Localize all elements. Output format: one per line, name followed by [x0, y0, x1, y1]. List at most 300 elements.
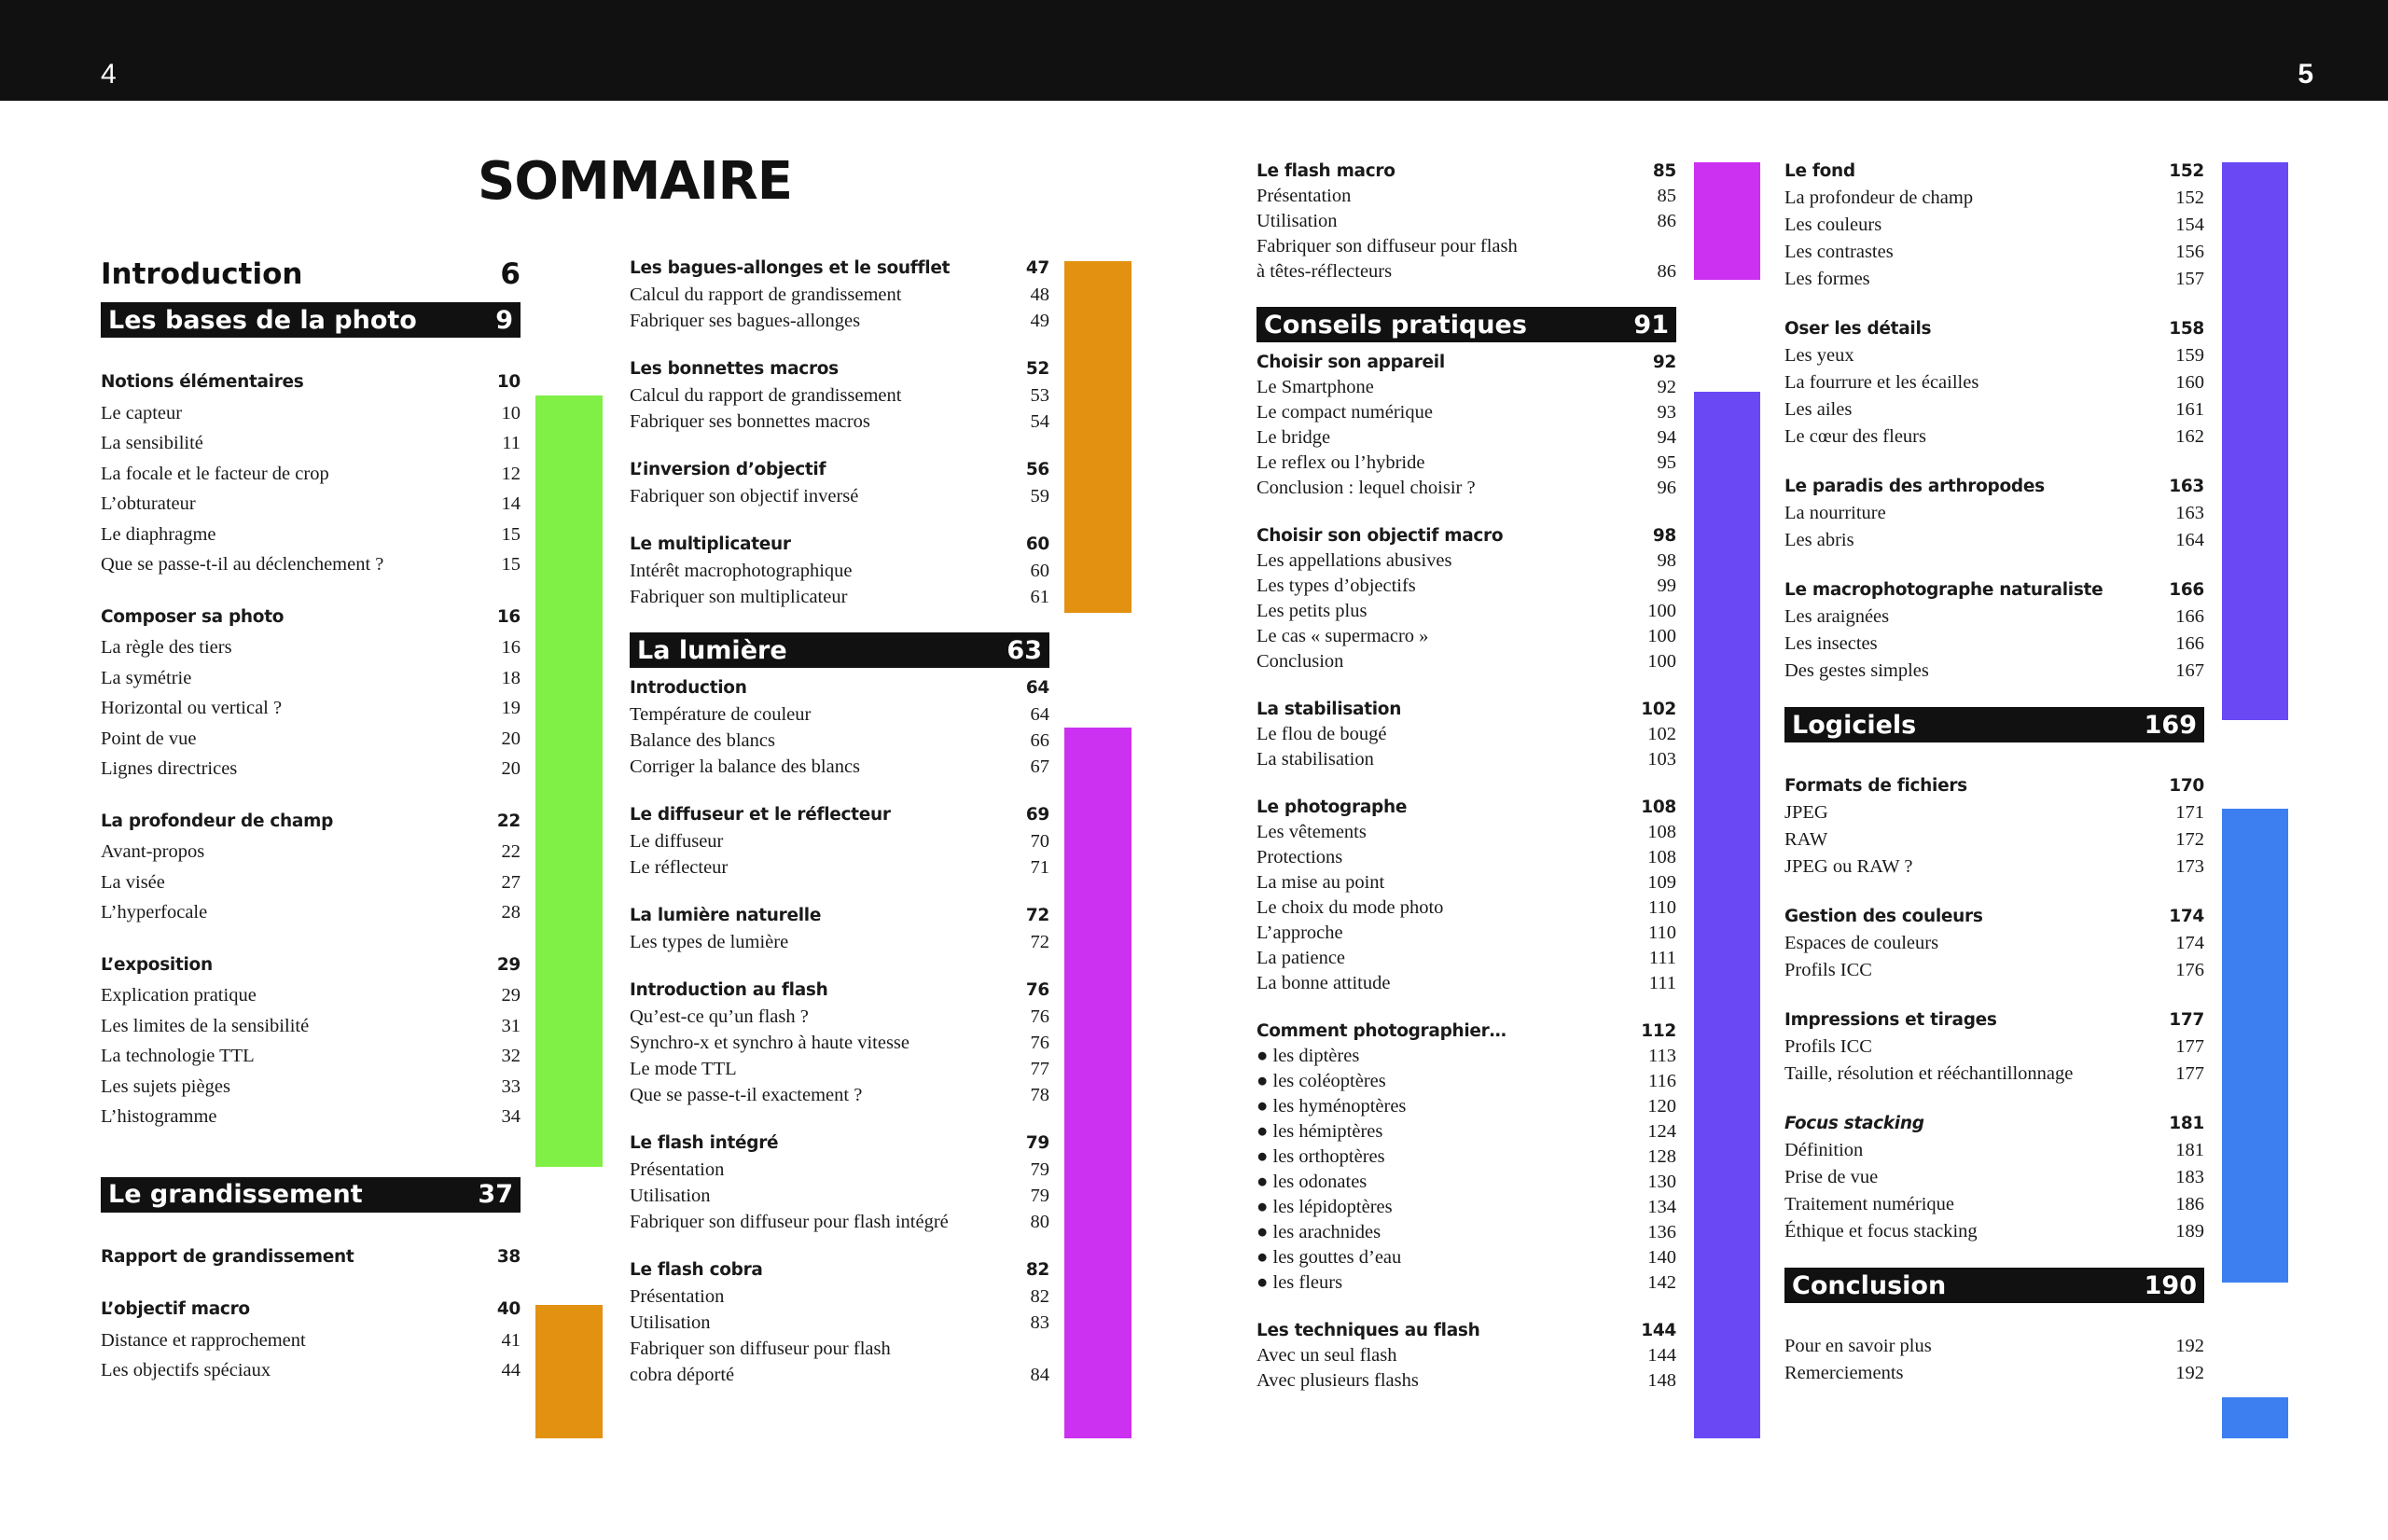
entry-label: Lignes directrices	[101, 758, 238, 779]
entry-label: Les objectifs spéciaux	[101, 1360, 271, 1380]
entry-page-number: 76	[1030, 1006, 1049, 1027]
entry-label: Le Smartphone	[1256, 377, 1374, 397]
spacer	[1256, 1296, 1676, 1318]
entry-label: Notions élémentaires	[101, 372, 304, 392]
entry-page-number: 189	[2175, 1221, 2204, 1242]
entry-page-number: 124	[1647, 1121, 1676, 1142]
toc-entry-horizontal-ou-vertical	[101, 693, 521, 724]
entry-page-number: 16	[496, 606, 521, 627]
toc-entry-traitement-numerique	[1784, 1191, 2204, 1218]
spacer	[630, 1108, 1049, 1131]
spacer	[1256, 674, 1676, 697]
entry-page-number: 161	[2175, 399, 2204, 420]
entry-label: Les ailes	[1784, 399, 1853, 420]
entry-label: La fourrure et les écailles	[1784, 372, 1979, 393]
toc-entry-la-stabilisation	[1256, 747, 1676, 772]
toc-column-1	[101, 252, 521, 1386]
entry-label: Le photographe	[1256, 798, 1408, 817]
entry-page-number: 18	[501, 667, 521, 688]
color-tab-logiciels	[2222, 809, 2288, 1283]
toc-entry-les-formes	[1784, 266, 2204, 293]
entry-label: L’approche	[1256, 923, 1343, 943]
color-tab-conseils-pratiques	[1694, 392, 1760, 1438]
entry-page-number: 38	[496, 1246, 521, 1267]
toc-entry-les-araignees	[1784, 604, 2204, 631]
entry-page-number: 82	[1030, 1286, 1049, 1307]
entry-label: Calcul du rapport de grandissement	[630, 385, 902, 406]
toc-entry-le-c-ur-des-fleurs	[1784, 423, 2204, 451]
entry-page-number: 108	[1647, 847, 1676, 867]
entry-label: Température de couleur	[630, 704, 812, 725]
toc-entry-interet-macrophotographique	[630, 558, 1049, 584]
section-heading-l-inversion-d-objectif	[630, 457, 1049, 483]
spacer	[1784, 451, 2204, 473]
section-heading-le-flash-macro	[1256, 159, 1676, 184]
entry-label: ● les odonates	[1256, 1172, 1368, 1192]
entry-page-number: 61	[1030, 587, 1049, 607]
section-heading-le-photographe	[1256, 795, 1676, 820]
entry-page-number: 144	[1641, 1321, 1676, 1340]
spacer	[630, 610, 1049, 632]
entry-page-number: 91	[1633, 310, 1669, 340]
entry-label: Conclusion : lequel choisir ?	[1256, 478, 1476, 498]
entry-label: ● les gouttes d’eau	[1256, 1247, 1402, 1268]
entry-label: Le diffuseur et le réflecteur	[630, 805, 891, 825]
entry-page-number: 31	[501, 1015, 521, 1036]
toc-entry-que-se-passe-t-il-exactement	[630, 1082, 1049, 1108]
toc-entry-synchro-x-et-synchro-a-haute-vitesse	[630, 1030, 1049, 1056]
entry-page-number: 130	[1647, 1172, 1676, 1192]
entry-page-number: 110	[1648, 923, 1676, 943]
entry-label: Composer sa photo	[101, 606, 285, 627]
entry-label: La profondeur de champ	[101, 811, 334, 831]
entry-page-number: 98	[1652, 526, 1676, 546]
entry-label: Fabriquer son objectif inversé	[630, 486, 859, 506]
entry-label: Les techniques au flash	[1256, 1321, 1480, 1340]
entry-page-number: 48	[1030, 284, 1049, 305]
entry-label: Oser les détails	[1784, 319, 1932, 339]
toc-entry-les-couleurs	[1784, 212, 2204, 239]
entry-page-number: 84	[1030, 1365, 1049, 1385]
color-tab-lumiere-cont	[1694, 162, 1760, 280]
entry-label: Le cas « supermacro »	[1256, 626, 1429, 646]
entry-page-number: 177	[2175, 1036, 2204, 1057]
toc-entry-les-hymenopteres	[1256, 1094, 1676, 1119]
toc-entry-l-approche	[1256, 921, 1676, 946]
entry-label: Fabriquer son diffuseur pour flash	[1256, 236, 1518, 257]
entry-label: Le cœur des fleurs	[1784, 426, 1926, 447]
entry-page-number: 59	[1030, 486, 1049, 506]
entry-label: Les couleurs	[1784, 215, 1882, 235]
spacer	[1784, 685, 2204, 707]
entry-label: Les appellations abusives	[1256, 550, 1452, 571]
entry-page-number: 103	[1647, 749, 1676, 770]
entry-page-number: 163	[2169, 477, 2204, 496]
entry-page-number: 128	[1647, 1146, 1676, 1167]
entry-label: Taille, résolution et rééchantillonnage	[1784, 1063, 2074, 1084]
entry-label: ● les coléoptères	[1256, 1071, 1386, 1091]
entry-page-number: 64	[1025, 678, 1049, 698]
entry-label: La stabilisation	[1256, 749, 1374, 770]
entry-page-number: 140	[1647, 1247, 1676, 1268]
entry-label: Présentation	[630, 1159, 725, 1180]
toc-entry-lignes-directrices	[101, 754, 521, 784]
toc-entry-le-diffuseur	[630, 828, 1049, 854]
entry-label: Fabriquer son multiplicateur	[630, 587, 848, 607]
entry-label: Les bagues-allonges et le soufflet	[630, 258, 951, 278]
toc-entry-le-mode-ttl	[630, 1056, 1049, 1082]
section-heading-focus-stacking	[1784, 1110, 2204, 1137]
entry-page-number: 100	[1647, 626, 1676, 646]
toc-entry-pour-en-savoir-plus	[1784, 1333, 2204, 1360]
entry-page-number: 79	[1030, 1186, 1049, 1206]
entry-label: Choisir son objectif macro	[1256, 526, 1504, 546]
entry-page-number: 60	[1025, 534, 1049, 554]
entry-label: ● les orthoptères	[1256, 1146, 1385, 1167]
entry-label: L’hyperfocale	[101, 902, 208, 923]
toc-entry-temperature-de-couleur	[630, 701, 1049, 728]
spacer	[1784, 1245, 2204, 1268]
entry-label: Que se passe-t-il au déclenchement ?	[101, 554, 384, 575]
entry-label: ● les arachnides	[1256, 1222, 1381, 1242]
entry-label: Utilisation	[630, 1312, 711, 1333]
section-heading-le-flash-cobra	[630, 1257, 1049, 1283]
toc-entry-les-types-de-lumiere	[630, 929, 1049, 955]
toc-entry-le-smartphone	[1256, 375, 1676, 400]
entry-label: Choisir son appareil	[1256, 353, 1445, 372]
entry-page-number: 79	[1025, 1133, 1049, 1153]
entry-label: L’obturateur	[101, 493, 196, 514]
right-page-number: 5	[2298, 59, 2313, 90]
toc-entry-fabriquer-son-objectif-inverse	[630, 483, 1049, 509]
entry-page-number: 167	[2175, 660, 2204, 681]
entry-label: Les types de lumière	[630, 932, 789, 952]
entry-label: Point de vue	[101, 728, 197, 749]
entry-label: Explication pratique	[101, 985, 257, 1006]
toc-entry-definition	[1784, 1137, 2204, 1164]
entry-page-number: 22	[501, 841, 521, 862]
entry-label: Synchro-x et synchro à haute vitesse	[630, 1033, 910, 1053]
entry-page-number: 174	[2169, 907, 2204, 926]
toc-entry-les-petits-plus	[1256, 599, 1676, 624]
toc-entry-les-ailes	[1784, 396, 2204, 423]
entry-page-number: 169	[2144, 710, 2197, 740]
entry-label: Le choix du mode photo	[1256, 897, 1444, 918]
section-heading-composer-sa-photo	[101, 603, 521, 633]
entry-page-number: 98	[1657, 550, 1676, 571]
color-tab-conclusion	[2222, 1397, 2288, 1438]
section-heading-la-profondeur-de-champ	[101, 807, 521, 838]
page-title: SOMMAIRE	[478, 151, 792, 212]
entry-label: Définition	[1784, 1140, 1864, 1160]
toc-entry-avec-plusieurs-flashs	[1256, 1368, 1676, 1394]
toc-entry-l-obturateur	[101, 489, 521, 520]
toc-entry-les-dipteres	[1256, 1044, 1676, 1069]
entry-page-number: 102	[1647, 724, 1676, 744]
entry-label: Les vêtements	[1256, 822, 1367, 842]
top-band	[0, 0, 2388, 101]
entry-page-number: 170	[2169, 776, 2204, 796]
toc-entry-fabriquer-son-diffuseur-pour-flash-integre	[630, 1209, 1049, 1235]
entry-label: La nourriture	[1784, 503, 1886, 523]
entry-label: Focus stacking	[1784, 1114, 1924, 1133]
entry-page-number: 96	[1657, 478, 1676, 498]
entry-page-number: 47	[1025, 258, 1049, 278]
entry-page-number: 100	[1647, 651, 1676, 672]
entry-page-number: 78	[1030, 1085, 1049, 1105]
entry-label: Le capteur	[101, 402, 183, 423]
entry-page-number: 100	[1647, 601, 1676, 621]
entry-page-number: 77	[1030, 1059, 1049, 1079]
toc-entry-la-nourriture	[1784, 500, 2204, 527]
section-heading-le-paradis-des-arthropodes	[1784, 473, 2204, 500]
spacer	[1256, 996, 1676, 1019]
entry-page-number: 177	[2175, 1063, 2204, 1084]
toc-entry-des-gestes-simples	[1784, 658, 2204, 685]
entry-page-number: 94	[1657, 427, 1676, 448]
entry-label: Fabriquer son diffuseur pour flash	[630, 1339, 891, 1359]
toc-entry-avant-propos	[101, 837, 521, 867]
spacer	[1784, 554, 2204, 576]
section-heading-oser-les-details	[1784, 315, 2204, 342]
entry-page-number: 76	[1025, 980, 1049, 1000]
entry-page-number: 28	[501, 902, 521, 923]
entry-label: Les araignées	[1784, 606, 1890, 627]
toc-entry-la-technologie-ttl	[101, 1041, 521, 1072]
section-heading-la-lumiere-naturelle	[630, 903, 1049, 929]
section-heading-formats-de-fichiers	[1784, 772, 2204, 799]
toc-entry-fabriquer-son-diffuseur-pour-flash	[630, 1336, 1049, 1362]
entry-label: Le paradis des arthropodes	[1784, 477, 2045, 496]
entry-page-number: 67	[1030, 756, 1049, 777]
toc-entry-la-focale-et-le-facteur-de-crop	[101, 459, 521, 490]
entry-page-number: 44	[501, 1360, 521, 1380]
section-heading-notions-elementaires	[101, 368, 521, 398]
toc-entry-fabriquer-ses-bagues-allonges	[630, 308, 1049, 334]
entry-label: Distance et rapprochement	[101, 1329, 306, 1351]
toc-entry-la-symetrie	[101, 663, 521, 694]
entry-label: Balance des blancs	[630, 730, 775, 751]
entry-label: Gestion des couleurs	[1784, 907, 1983, 926]
spacer	[101, 928, 521, 950]
entry-page-number: 37	[478, 1180, 513, 1209]
section-heading-les-bagues-allonges-et-le-soufflet	[630, 256, 1049, 282]
toc-entry-prise-de-vue	[1784, 1164, 2204, 1191]
spacer	[101, 1272, 521, 1295]
toc-entry-presentation	[1256, 184, 1676, 209]
entry-page-number: 148	[1647, 1370, 1676, 1391]
entry-page-number: 82	[1025, 1260, 1049, 1280]
entry-page-number: 86	[1657, 211, 1676, 231]
toc-entry-le-reflecteur	[630, 854, 1049, 881]
entry-page-number: 11	[502, 433, 521, 453]
entry-page-number: 12	[501, 463, 521, 484]
entry-page-number: 27	[501, 871, 521, 893]
toc-entry-les-limites-de-la-sensibilite	[101, 1011, 521, 1042]
entry-label: Protections	[1256, 847, 1343, 867]
entry-label: Le compact numérique	[1256, 402, 1433, 423]
toc-entry-la-sensibilite	[101, 428, 521, 459]
entry-page-number: 160	[2175, 372, 2204, 393]
entry-label: Introduction	[101, 257, 303, 291]
entry-page-number: 15	[501, 523, 521, 545]
entry-page-number: 20	[501, 758, 521, 779]
entry-page-number: 134	[1647, 1197, 1676, 1217]
spacer	[1256, 284, 1676, 307]
entry-page-number: 92	[1657, 377, 1676, 397]
entry-label: Calcul du rapport de grandissement	[630, 284, 902, 305]
entry-label: L’exposition	[101, 954, 213, 975]
entry-label: Pour en savoir plus	[1784, 1336, 1932, 1356]
section-heading-choisir-son-objectif-macro	[1256, 523, 1676, 548]
entry-page-number: 41	[501, 1329, 521, 1351]
entry-page-number: 142	[1647, 1272, 1676, 1293]
entry-label: à têtes-réflecteurs	[1256, 261, 1393, 282]
entry-page-number: 83	[1030, 1312, 1049, 1333]
entry-page-number: 120	[1647, 1096, 1676, 1117]
spacer	[630, 780, 1049, 802]
section-heading-le-flash-integre	[630, 1131, 1049, 1157]
spacer	[630, 1235, 1049, 1257]
entry-label: Les bonnettes macros	[630, 359, 839, 379]
toc-entry-calcul-du-rapport-de-grandissement	[630, 382, 1049, 409]
entry-label: Le bridge	[1256, 427, 1331, 448]
entry-label: Corriger la balance des blancs	[630, 756, 861, 777]
toc-entry-ethique-et-focus-stacking	[1784, 1218, 2204, 1245]
spacer	[630, 435, 1049, 457]
entry-label: La bonne attitude	[1256, 973, 1391, 993]
entry-label: Espaces de couleurs	[1784, 933, 1939, 953]
color-tab-conseils-pratiques-cont	[2222, 162, 2288, 720]
chapter-heading-introduction	[101, 252, 521, 297]
section-heading-les-bonnettes-macros	[630, 356, 1049, 382]
entry-label: Le mode TTL	[630, 1059, 737, 1079]
entry-page-number: 113	[1648, 1046, 1676, 1066]
toc-entry-les-insectes	[1784, 631, 2204, 658]
entry-label: ● les hyménoptères	[1256, 1096, 1407, 1117]
toc-entry-le-bridge	[1256, 425, 1676, 451]
spacer	[101, 1155, 521, 1177]
entry-label: Les contrastes	[1784, 242, 1894, 262]
entry-page-number: 92	[1652, 353, 1676, 372]
toc-entry-les-types-d-objectifs	[1256, 574, 1676, 599]
entry-page-number: 93	[1657, 402, 1676, 423]
entry-page-number: 15	[501, 554, 521, 575]
entry-page-number: 22	[496, 811, 521, 831]
entry-label: Rapport de grandissement	[101, 1246, 354, 1267]
entry-label: Présentation	[630, 1286, 725, 1307]
spacer	[101, 345, 521, 368]
section-heading-impressions-et-tirages	[1784, 1006, 2204, 1034]
toc-entry-avec-un-seul-flash	[1256, 1343, 1676, 1368]
entry-label: La profondeur de champ	[1784, 187, 1974, 208]
entry-page-number: 40	[496, 1299, 521, 1319]
toc-entry-les-arachnides	[1256, 1220, 1676, 1245]
entry-page-number: 166	[2175, 606, 2204, 627]
color-tab-bases-de-la-photo	[535, 395, 603, 1167]
entry-page-number: 173	[2175, 856, 2204, 877]
toc-entry-corriger-la-balance-des-blancs	[630, 754, 1049, 780]
entry-page-number: 32	[501, 1046, 521, 1066]
entry-page-number: 29	[496, 954, 521, 975]
spacer	[1784, 984, 2204, 1006]
entry-label: L’inversion d’objectif	[630, 460, 826, 479]
entry-label: Le flash intégré	[630, 1133, 779, 1153]
entry-page-number: 163	[2175, 503, 2204, 523]
entry-page-number: 10	[496, 372, 521, 392]
entry-label: Fabriquer ses bagues-allonges	[630, 311, 861, 331]
entry-label: Profils ICC	[1784, 1036, 1872, 1057]
section-heading-comment-photographier	[1256, 1019, 1676, 1044]
entry-page-number: 80	[1030, 1212, 1049, 1232]
toc-entry-le-choix-du-mode-photo	[1256, 895, 1676, 921]
section-heading-gestion-des-couleurs	[1784, 903, 2204, 930]
entry-page-number: 14	[501, 493, 521, 514]
entry-page-number: 10	[501, 402, 521, 423]
toc-entry-fabriquer-son-diffuseur-pour-flash	[1256, 234, 1676, 259]
entry-label: Les sujets pièges	[101, 1075, 230, 1097]
entry-label: L’objectif macro	[101, 1299, 250, 1319]
toc-entry-la-patience	[1256, 946, 1676, 971]
entry-label: Les yeux	[1784, 345, 1854, 366]
entry-label: L’histogramme	[101, 1106, 217, 1127]
entry-page-number: 79	[1030, 1159, 1049, 1180]
entry-label: Intérêt macrophotographique	[630, 561, 853, 581]
entry-page-number: 60	[1030, 561, 1049, 581]
entry-page-number: 136	[1647, 1222, 1676, 1242]
entry-page-number: 171	[2175, 802, 2204, 823]
entry-page-number: 54	[1030, 411, 1049, 432]
entry-page-number: 95	[1657, 452, 1676, 473]
spacer	[101, 580, 521, 603]
section-heading-rapport-de-grandissement	[101, 1242, 521, 1273]
entry-page-number: 16	[501, 637, 521, 658]
spacer	[101, 1132, 521, 1155]
toc-entry-presentation	[630, 1157, 1049, 1183]
color-tab-grandissement	[535, 1305, 603, 1438]
entry-page-number: 144	[1647, 1345, 1676, 1366]
entry-label: ● les lépidoptères	[1256, 1197, 1393, 1217]
entry-page-number: 159	[2175, 345, 2204, 366]
section-heading-le-macrophotographe-naturaliste	[1784, 576, 2204, 604]
entry-label: Le réflecteur	[630, 857, 729, 878]
entry-label: Éthique et focus stacking	[1784, 1221, 1978, 1242]
entry-page-number: 192	[2175, 1363, 2204, 1383]
entry-label: La patience	[1256, 948, 1346, 968]
toc-entry-le-compact-numerique	[1256, 400, 1676, 425]
toc-entry-espaces-de-couleurs	[1784, 930, 2204, 957]
entry-label: La mise au point	[1256, 872, 1385, 893]
spacer	[1256, 501, 1676, 523]
toc-entry-les-odonates	[1256, 1170, 1676, 1195]
entry-page-number: 186	[2175, 1194, 2204, 1214]
entry-page-number: 33	[501, 1075, 521, 1097]
toc-entry-a-tetes-reflecteurs	[1256, 259, 1676, 284]
entry-label: Comment photographier…	[1256, 1021, 1506, 1041]
toc-entry-conclusion	[1256, 649, 1676, 674]
toc-entry-cobra-deporte	[630, 1362, 1049, 1388]
toc-entry-la-mise-au-point	[1256, 870, 1676, 895]
chapter-bar-conseils-pratiques	[1256, 307, 1676, 342]
toc-entry-les-abris	[1784, 527, 2204, 554]
entry-page-number: 34	[501, 1106, 521, 1127]
spacer	[1784, 1088, 2204, 1110]
entry-label: Les types d’objectifs	[1256, 576, 1416, 596]
entry-page-number: 53	[1030, 385, 1049, 406]
entry-label: Traitement numérique	[1784, 1194, 1954, 1214]
toc-entry-jpeg	[1784, 799, 2204, 826]
toc-entry-les-contrastes	[1784, 239, 2204, 266]
